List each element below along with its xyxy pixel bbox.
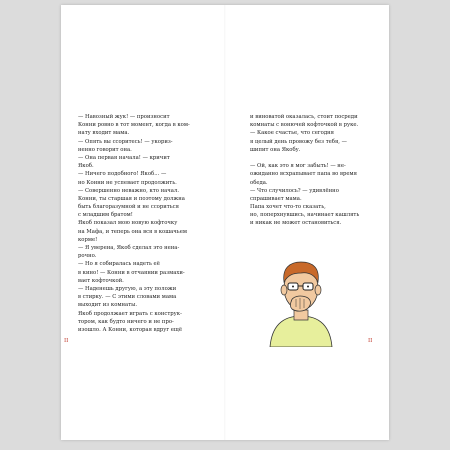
text-line: спрашивает мама. <box>250 195 302 202</box>
text-line: на Мафа, и теперь она вся в кошачьем <box>78 228 187 235</box>
text-line: выходит из комнаты. <box>78 302 138 309</box>
text-line: — Она первая начала! — кричит <box>78 154 170 161</box>
text-line: шипит она Якобу. <box>250 146 301 153</box>
text-line: Якоб. <box>78 163 94 170</box>
right-ear <box>315 285 321 295</box>
text-line: — Ничего подобного! Якоб... — <box>78 171 167 178</box>
paragraph-gap <box>250 154 359 162</box>
text-line: — Ой, как это я мог забыть! — не- <box>250 163 346 170</box>
left-eye <box>292 286 294 288</box>
right-page-number: II <box>368 338 373 344</box>
text-line: вает кофточкой. <box>78 277 124 284</box>
text-line: Якоб показал мою новую кофточку <box>78 220 178 227</box>
text-line: ненно говорит она. <box>78 146 132 153</box>
text-line: ожиданно всхрапывает папа во время <box>250 171 357 178</box>
text-line: быть благоразумной и не ссориться <box>78 204 179 211</box>
text-line: — Наденешь другую, а эту положи <box>78 285 177 292</box>
page-gutter <box>224 5 226 440</box>
text-line: в кино! — Конни в отчаянии размахи- <box>78 269 185 276</box>
text-line: — Опять вы ссоритесь! — укориз- <box>78 138 173 145</box>
text-line: — Но я собиралась надеть её <box>78 261 160 268</box>
left-page-number: II <box>64 338 69 344</box>
coughing-man-illustration <box>266 252 336 347</box>
text-line: корме! <box>78 236 98 243</box>
neck <box>294 310 308 320</box>
text-line: комнаты с вонючей кофточкой в руке. <box>250 122 359 129</box>
text-line: и никак не может остановиться. <box>250 220 342 227</box>
text-line: я целый день провожу без тебя, — <box>250 138 347 145</box>
right-page-text <box>250 113 359 228</box>
text-line: Папа хочет что-то сказать, <box>250 204 326 211</box>
text-line: Якоб продолжает играть с конструк- <box>78 310 182 317</box>
right-paragraph-top <box>250 113 359 154</box>
text-line: — Что случилось? — удивлённо <box>250 187 339 194</box>
right-eye <box>307 286 309 288</box>
text-line: в стирку. — С этими словами мама <box>78 294 177 301</box>
text-line: но Конни не успевает продолжить. <box>78 179 177 186</box>
text-line: Конни ровно в тот момент, когда в ком- <box>78 122 190 129</box>
text-line: тором, как будто ничего и не про- <box>78 318 174 325</box>
right-paragraph-bottom <box>250 162 359 228</box>
text-line: рочно. <box>78 253 97 260</box>
left-ear <box>281 285 287 295</box>
text-line: — Какое счастье, что сегодня <box>250 130 334 137</box>
text-line: Конни, ты старшая и поэтому должна <box>78 195 185 202</box>
text-line: — Я уверена, Якоб сделал это нена- <box>78 245 180 251</box>
text-line: и виноватой оказалась, стоит посреди <box>250 114 358 120</box>
text-line: — Навозный жук! — произносит <box>78 114 170 120</box>
book-spread <box>61 5 389 440</box>
text-line: но, поперхнувшись, начинает кашлять <box>250 212 360 219</box>
left-page-text <box>78 113 190 334</box>
text-line: нату входит мама. <box>78 130 130 137</box>
text-line: изошло. А Конни, которая вдруг ещё <box>78 326 182 333</box>
text-line: обеда. <box>250 179 268 186</box>
text-line: с младшим братом! <box>78 212 133 219</box>
hand <box>290 296 310 311</box>
shirt <box>270 316 332 347</box>
text-line: — Совершенно неважно, кто начал. <box>78 187 179 194</box>
